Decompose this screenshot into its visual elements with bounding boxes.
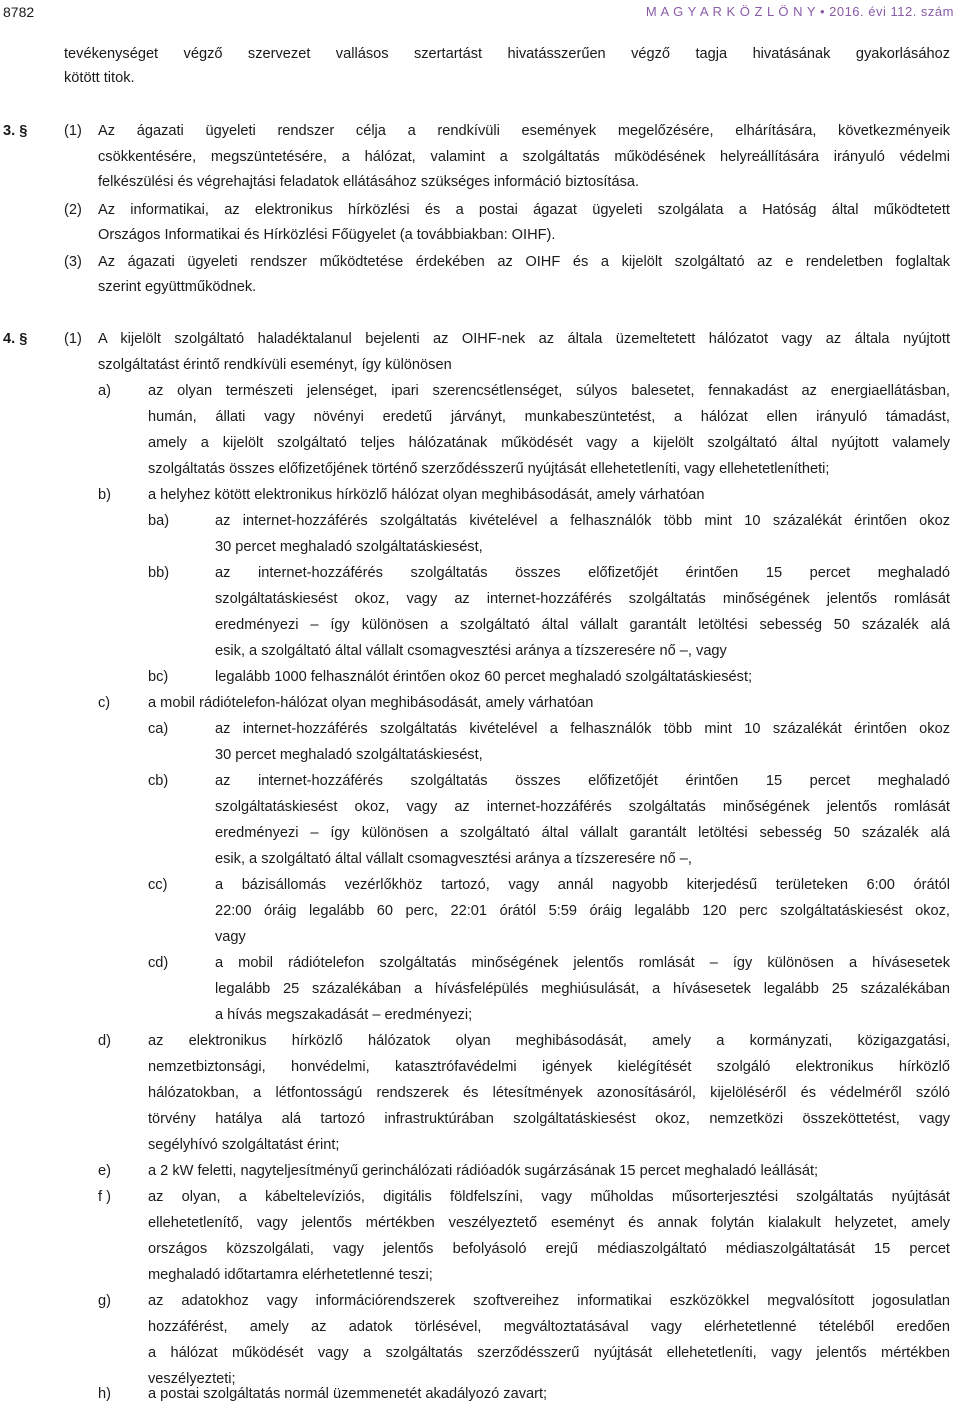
point-line: veszélyezteti; bbox=[148, 1371, 236, 1387]
point-line: a helyhez kötött elektronikus hírközlő hálózat olyan meghibásodását, amely várhatóan bbox=[148, 487, 705, 503]
subpoint-label: ca) bbox=[148, 721, 169, 737]
subpoint-line: szolgáltatáskiesést okoz, vagy az internet-hozzáférés szolgáltatás minőségének jelentős romlását bbox=[215, 591, 950, 607]
subpoint-line: a bázisállomás vezérlőkhöz tartozó, vagy annál nagyobb kiterjedésű területeken 6:00 órától bbox=[215, 877, 950, 893]
subpoint-label: cc) bbox=[148, 877, 168, 893]
point-line: törvény hatálya alá tartozó infrastruktúrában szolgáltatáskiesést okoz, nemzetközi összeköttetést, vagy bbox=[148, 1111, 950, 1127]
page-number: 8782 bbox=[3, 4, 35, 20]
paragraph-line: Az ágazati ügyeleti rendszer célja a rendkívüli események megelőzésére, elhárítására, következményeik bbox=[98, 123, 950, 139]
section-mark: 3. § bbox=[3, 123, 28, 139]
subpoint-line: szolgáltatáskiesést okoz, vagy az internet-hozzáférés szolgáltatás minőségének jelentős romlását bbox=[215, 799, 950, 815]
point-line: országos közszolgálati, vagy jelentős befolyásoló erejű médiaszolgáltató médiaszolgáltatását 15 percet bbox=[148, 1241, 950, 1257]
subpoint-label: bb) bbox=[148, 565, 170, 581]
point-line: az elektronikus hírközlő hálózatok olyan meghibásodását, amely a kormányzati, közigazgatási, bbox=[148, 1033, 950, 1049]
point-line: szolgáltatás összes előfizetőjének történő szerződésszerű nyújtását ellehetetleníti, vagy ellehetetlenítheti; bbox=[148, 461, 830, 477]
point-label: f ) bbox=[98, 1189, 111, 1205]
point-line: az olyan, a kábeltelevíziós, digitális földfelszíni, vagy műholdas műsorterjesztési szolgáltatás nyújtását bbox=[148, 1189, 950, 1205]
intro-line: kötött titok. bbox=[64, 70, 135, 86]
point-line: a mobil rádiótelefon-hálózat olyan meghibásodását, amely várhatóan bbox=[148, 695, 594, 711]
paragraph-number: (3) bbox=[64, 254, 82, 270]
paragraph-number: (1) bbox=[64, 123, 82, 139]
paragraph-line: A kijelölt szolgáltató haladéktalanul bejelenti az OIHF-nek az általa üzemeltetett hálózatot vagy az általa nyújtott bbox=[98, 331, 950, 347]
subpoint-label: cd) bbox=[148, 955, 169, 971]
paragraph-line: szolgáltatást érintő rendkívüli eseményt, így különösen bbox=[98, 357, 452, 373]
subpoint-line: legalább 25 százalékában a hívásfelépülés meghiúsulását, a hívásesetek legalább 25 százalékában bbox=[215, 981, 950, 997]
subpoint-line: a mobil rádiótelefon szolgáltatás minőségének jelentős romlását – így különösen a hívásesetek bbox=[215, 955, 950, 971]
publication-title: M A G Y A R K Ö Z L Ö N Y • 2016. évi 112. szám bbox=[645, 4, 954, 19]
paragraph-line: Országos Informatikai és Hírközlési Főügyelet (a továbbiakban: OIHF). bbox=[98, 227, 556, 243]
point-line: az olyan természeti jelenséget, ipari szerencsétlenséget, súlyos balesetet, fennakadást az energiaellátásban, bbox=[148, 383, 950, 399]
subpoint-line: az internet-hozzáférés szolgáltatás összes előfizetőjét érintően 15 percet meghaladó bbox=[215, 773, 950, 789]
subpoint-line: esik, a szolgáltató által vállalt csomagvesztési aránya a tízszeresére nő –, vagy bbox=[215, 643, 727, 659]
paragraph-line: felkészülési és végrehajtási feladatok ellátásához szükséges információ biztosítása. bbox=[98, 174, 640, 190]
subpoint-line: 30 percet meghaladó szolgáltatáskiesést, bbox=[215, 747, 483, 763]
point-line: ellehetetlenítő, vagy jelentős mértékben veszélyeztető eseményt és annak folytán kialakult helyzetet, amely bbox=[148, 1215, 950, 1231]
point-label: e) bbox=[98, 1163, 111, 1179]
subpoint-label: cb) bbox=[148, 773, 169, 789]
point-line: az adatokhoz vagy információrendszerek szoftvereihez informatikai eszközökkel megvalósított jogosulatlan bbox=[148, 1293, 950, 1309]
point-label: a) bbox=[98, 383, 111, 399]
subpoint-line: 22:00 óráig legalább 60 perc, 22:01 órától 5:59 óráig legalább 120 perc szolgáltatáskiesést okoz, bbox=[215, 903, 950, 919]
point-label: g) bbox=[98, 1293, 111, 1309]
paragraph-line: csökkentésére, megszüntetésére, a hálózat, valamint a szolgáltatás működésének helyreállítására irányuló védelmi bbox=[98, 149, 950, 165]
paragraph-line: Az ágazati ügyeleti rendszer működtetése érdekében az OIHF és a kijelölt szolgáltató az e rendeletben foglaltak bbox=[98, 254, 950, 270]
subpoint-line: vagy bbox=[215, 929, 246, 945]
subpoint-line: a hívás megszakadását – eredményezi; bbox=[215, 1007, 473, 1023]
subpoint-line: az internet-hozzáférés szolgáltatás kivételével a felhasználók több mint 10 százalékát érintően okoz bbox=[215, 721, 950, 737]
subpoint-line: eredményezi – így különösen a szolgáltató által vállalt garantált letöltési sebesség 50 százalék alá bbox=[215, 825, 950, 841]
point-label: d) bbox=[98, 1033, 111, 1049]
page-header bbox=[0, 0, 960, 24]
point-line: nemzetbiztonsági, honvédelmi, katasztrófavédelmi igények kielégítését szolgáló elektronikus hírközlő bbox=[148, 1059, 950, 1075]
subpoint-line: 30 percet meghaladó szolgáltatáskiesést, bbox=[215, 539, 483, 555]
point-line: segélyhívó szolgáltatást érint; bbox=[148, 1137, 340, 1153]
paragraph-number: (1) bbox=[64, 331, 82, 347]
paragraph-line: Az informatikai, az elektronikus hírközlési és a postai ágazat ügyeleti szolgálata a Hatóság által működtetett bbox=[98, 202, 950, 218]
point-line: humán, állati vagy növényi eredetű járványt, munkabeszüntetést, a hálózat ellen irányuló támadást, bbox=[148, 409, 950, 425]
subpoint-label: ba) bbox=[148, 513, 170, 529]
subpoint-line: eredményezi – így különösen a szolgáltató által vállalt garantált letöltési sebesség 50 százalék alá bbox=[215, 617, 950, 633]
subpoint-label: bc) bbox=[148, 669, 169, 685]
paragraph-number: (2) bbox=[64, 202, 82, 218]
subpoint-line: esik, a szolgáltató által vállalt csomagvesztési aránya a tízszeresére nő –, bbox=[215, 851, 692, 867]
point-label: c) bbox=[98, 695, 111, 711]
subpoint-line: az internet-hozzáférés szolgáltatás összes előfizetőjét érintően 15 percet meghaladó bbox=[215, 565, 950, 581]
point-label: b) bbox=[98, 487, 111, 503]
point-line: a 2 kW feletti, nagyteljesítményű gerinchálózati rádióadók sugárzásának 15 percet meghaladó leállását; bbox=[148, 1163, 819, 1179]
point-label: h) bbox=[98, 1386, 111, 1402]
intro-line: tevékenységet végző szervezet vallásos szertartást hivatásszerűen végző tagja hivatásának gyakorlásához bbox=[64, 46, 950, 62]
paragraph-line: szerint együttműködnek. bbox=[98, 279, 257, 295]
subpoint-line: legalább 1000 felhasználót érintően okoz 60 percet meghaladó szolgáltatáskiesést; bbox=[215, 669, 753, 685]
subpoint-line: az internet-hozzáférés szolgáltatás kivételével a felhasználók több mint 10 százalékát érintően okoz bbox=[215, 513, 950, 529]
point-line: amely a kijelölt szolgáltató teljes hálózatának működését vagy a kijelölt szolgáltató által nyújtott valamely bbox=[148, 435, 950, 451]
point-line: hozzáférést, amely az adatok törlésével, megváltoztatásával vagy elérhetetlenné tételéből eredően bbox=[148, 1319, 950, 1335]
point-line: a postai szolgáltatás normál üzemmenetét akadályozó zavart; bbox=[148, 1386, 548, 1402]
point-line: hálózatokban, a létfontosságú rendszerek és létesítmények azonosításáról, kijelöléséről és védelméről szóló bbox=[148, 1085, 950, 1101]
section-mark: 4. § bbox=[3, 331, 28, 347]
point-line: meghaladó időtartamra elérhetetlenné teszi; bbox=[148, 1267, 433, 1283]
point-line: a hálózat működését vagy a szolgáltatás szerződésszerű nyújtását ellehetetleníti, vagy jelentős mértékben bbox=[148, 1345, 950, 1361]
